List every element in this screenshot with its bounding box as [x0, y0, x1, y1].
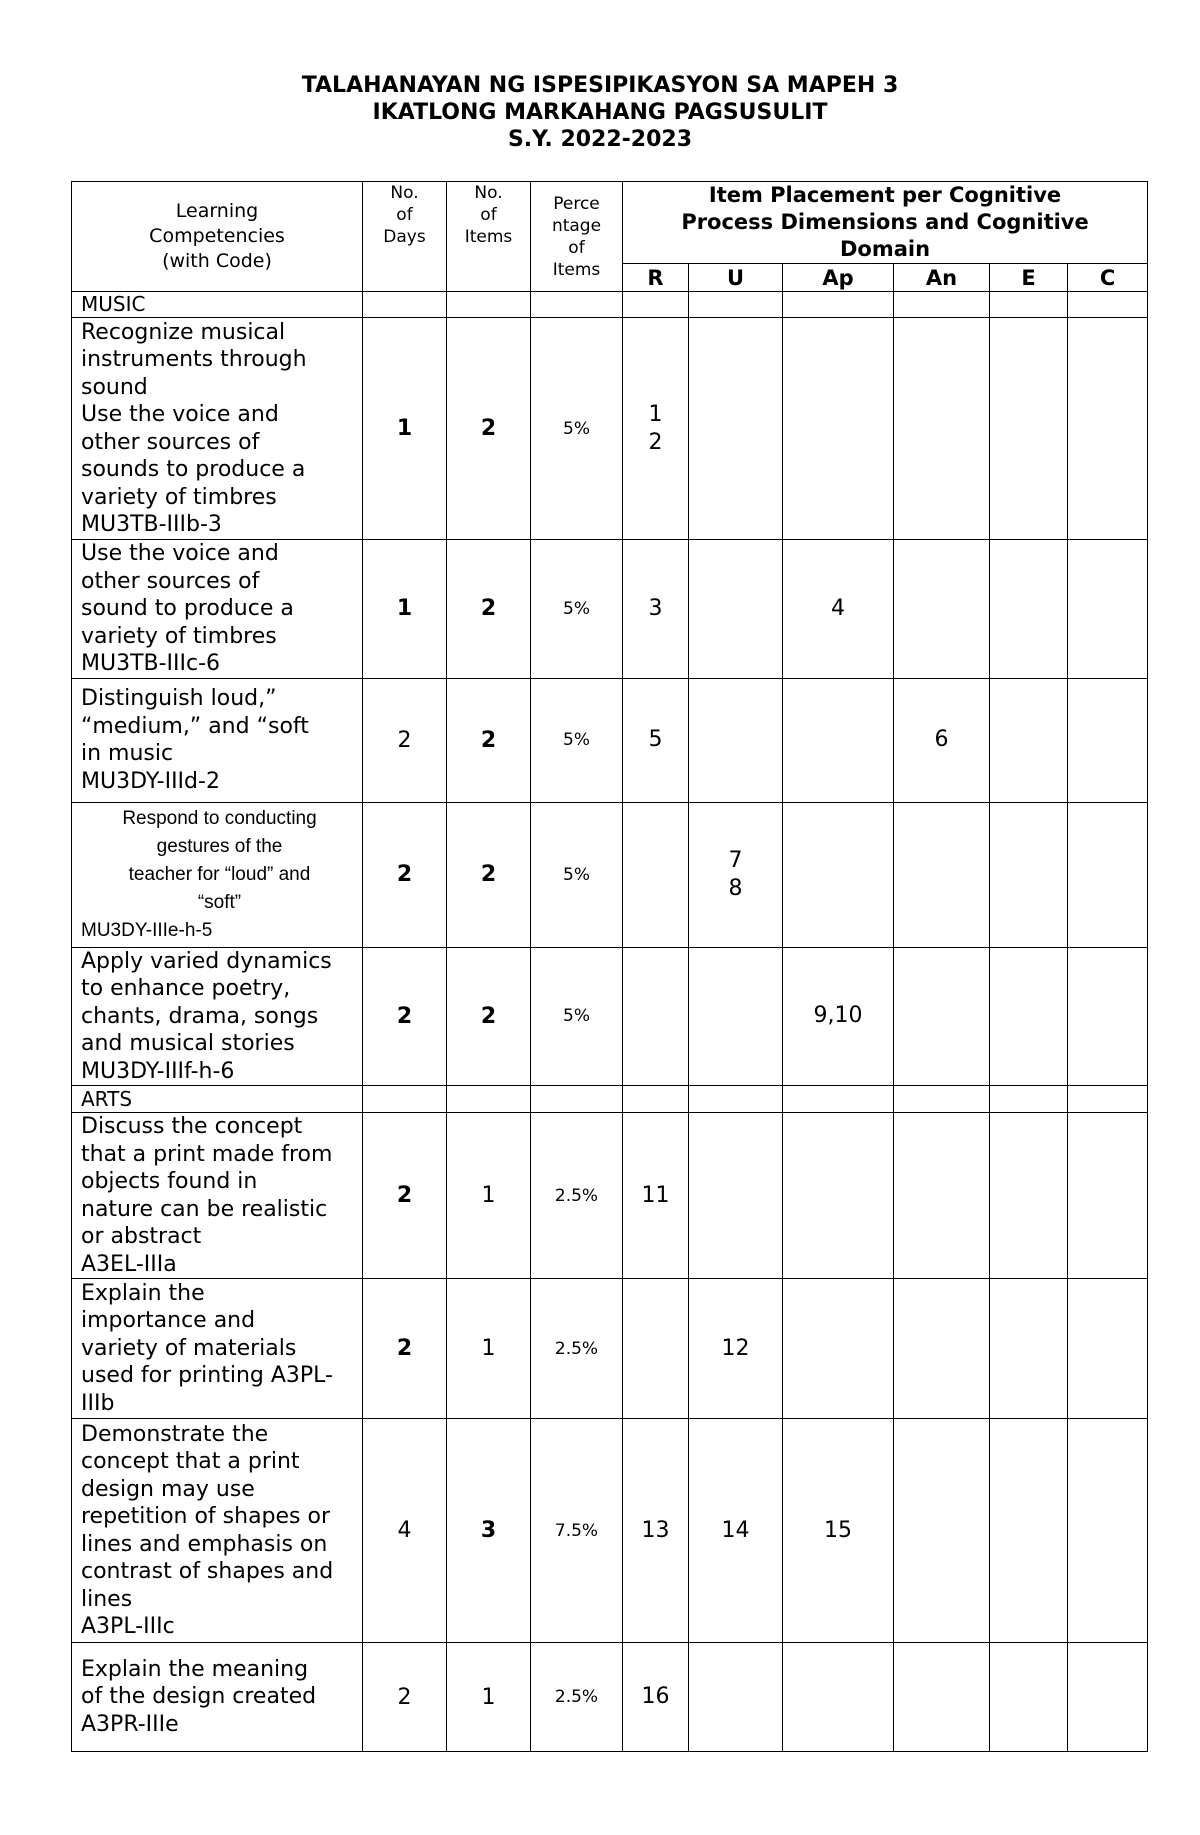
header-code-e: E	[990, 264, 1068, 292]
c-cell	[1068, 540, 1148, 679]
header-code-an: An	[894, 264, 990, 292]
days-cell: 1	[363, 318, 447, 540]
r-cell: 13	[623, 1419, 689, 1643]
table-row	[72, 1113, 1148, 1279]
competency-cell: Distinguish loud,” “medium,” and “soft in music MU3DY-IIId-2	[72, 678, 363, 802]
items-cell: 1	[447, 1643, 531, 1752]
competency-cell: Demonstrate the concept that a print design may use repetition of shapes or lines and emphasis on contrast of shapes and lines A3PL-IIIc	[72, 1419, 363, 1643]
items-cell: 2	[447, 802, 531, 947]
days-cell: 2	[363, 947, 447, 1086]
days-cell: 1	[363, 540, 447, 679]
days-cell: 2	[363, 1643, 447, 1752]
table-row	[72, 947, 1148, 1086]
days-cell: 2	[363, 1113, 447, 1279]
c-cell	[1068, 1279, 1148, 1419]
e-cell	[990, 1279, 1068, 1419]
c-cell	[1068, 1113, 1148, 1279]
e-cell	[990, 678, 1068, 802]
u-cell	[689, 947, 783, 1086]
u-cell	[689, 678, 783, 802]
items-cell: 2	[447, 947, 531, 1086]
r-cell	[623, 947, 689, 1086]
items-cell: 2	[447, 318, 531, 540]
an-cell	[894, 1643, 990, 1752]
ap-cell: 15	[783, 1419, 894, 1643]
header-percentage: Perce ntage of Items	[531, 182, 623, 292]
an-cell	[894, 540, 990, 679]
percentage-cell: 5%	[531, 678, 623, 802]
table-row	[72, 540, 1148, 679]
header-competency: Learning Competencies (with Code)	[72, 182, 363, 292]
table-of-specifications	[71, 181, 1148, 1752]
an-cell: 6	[894, 678, 990, 802]
ap-cell: 9,10	[783, 947, 894, 1086]
percentage-cell: 5%	[531, 540, 623, 679]
competency-cell: Apply varied dynamics to enhance poetry, chants, drama, songs and musical stories MU3DY-IIIf-h-6	[72, 947, 363, 1086]
u-cell: 7 8	[689, 802, 783, 947]
an-cell	[894, 802, 990, 947]
c-cell	[1068, 678, 1148, 802]
ap-cell	[783, 1113, 894, 1279]
header-code-u: U	[689, 264, 783, 292]
ap-cell: 4	[783, 540, 894, 679]
table-row	[72, 1419, 1148, 1643]
e-cell	[990, 1643, 1068, 1752]
e-cell	[990, 1113, 1068, 1279]
items-cell: 1	[447, 1279, 531, 1419]
section-label: ARTS	[72, 1086, 363, 1113]
e-cell	[990, 540, 1068, 679]
r-cell: 11	[623, 1113, 689, 1279]
u-cell	[689, 1643, 783, 1752]
ap-cell	[783, 1643, 894, 1752]
table-row	[72, 1643, 1148, 1752]
days-cell: 2	[363, 678, 447, 802]
u-cell	[689, 1113, 783, 1279]
section-row-music	[72, 292, 1148, 318]
an-cell	[894, 1113, 990, 1279]
header-code-ap: Ap	[783, 264, 894, 292]
percentage-cell: 5%	[531, 318, 623, 540]
r-cell: 16	[623, 1643, 689, 1752]
items-cell: 2	[447, 678, 531, 802]
ap-cell	[783, 802, 894, 947]
items-cell: 3	[447, 1419, 531, 1643]
u-cell: 14	[689, 1419, 783, 1643]
items-cell: 2	[447, 540, 531, 679]
r-cell	[623, 1279, 689, 1419]
u-cell: 12	[689, 1279, 783, 1419]
ap-cell	[783, 318, 894, 540]
header-code-r: R	[623, 264, 689, 292]
competency-cell: Explain the importance and variety of materials used for printing A3PL- IIIb	[72, 1279, 363, 1419]
items-cell: 1	[447, 1113, 531, 1279]
c-cell	[1068, 947, 1148, 1086]
section-label: MUSIC	[72, 292, 363, 318]
percentage-cell: 7.5%	[531, 1419, 623, 1643]
e-cell	[990, 1419, 1068, 1643]
r-cell: 3	[623, 540, 689, 679]
exam-title: IKATLONG MARKAHANG PAGSUSULIT	[372, 100, 828, 125]
competency-cell: Discuss the concept that a print made from objects found in nature can be realistic or abstract A3EL-IIIa	[72, 1113, 363, 1279]
u-cell	[689, 318, 783, 540]
ap-cell	[783, 1279, 894, 1419]
competency-cell: Explain the meaning of the design created A3PR-IIIe	[72, 1643, 363, 1752]
percentage-cell: 5%	[531, 947, 623, 1086]
u-cell	[689, 540, 783, 679]
e-cell	[990, 947, 1068, 1086]
c-cell	[1068, 1643, 1148, 1752]
competency-cell: Use the voice and other sources of sound to produce a variety of timbres MU3TB-IIIc-6	[72, 540, 363, 679]
school-year: S.Y. 2022-2023	[507, 127, 693, 152]
table-row	[72, 1279, 1148, 1419]
an-cell	[894, 947, 990, 1086]
ap-cell	[783, 678, 894, 802]
days-cell: 2	[363, 802, 447, 947]
table-row	[72, 318, 1148, 540]
percentage-cell: 2.5%	[531, 1279, 623, 1419]
header-cognitive: Item Placement per Cognitive Process Dimensions and Cognitive Domain	[623, 182, 1148, 264]
document-title: TALAHANAYAN NG ISPESIPIKASYON SA MAPEH 3	[301, 73, 899, 98]
c-cell	[1068, 1419, 1148, 1643]
r-cell	[623, 802, 689, 947]
r-cell: 5	[623, 678, 689, 802]
table-row	[72, 678, 1148, 802]
header-code-c: C	[1068, 264, 1148, 292]
competency-cell: Recognize musical instruments through sound Use the voice and other sources of sounds to produce a variety of timbres MU3TB-IIIb-3	[72, 318, 363, 540]
days-cell: 2	[363, 1279, 447, 1419]
header-items: No. of Items	[447, 182, 531, 292]
r-cell: 1 2	[623, 318, 689, 540]
table-row	[72, 802, 1148, 947]
c-cell	[1068, 802, 1148, 947]
percentage-cell: 2.5%	[531, 1113, 623, 1279]
competency-cell: Respond to conducting gestures of the teacher for “loud” and “soft” MU3DY-IIIe-h-5	[72, 802, 363, 947]
percentage-cell: 2.5%	[531, 1643, 623, 1752]
days-cell: 4	[363, 1419, 447, 1643]
percentage-cell: 5%	[531, 802, 623, 947]
an-cell	[894, 1419, 990, 1643]
header-days: No. of Days	[363, 182, 447, 292]
c-cell	[1068, 318, 1148, 540]
e-cell	[990, 318, 1068, 540]
an-cell	[894, 318, 990, 540]
section-row-arts	[72, 1086, 1148, 1113]
e-cell	[990, 802, 1068, 947]
an-cell	[894, 1279, 990, 1419]
